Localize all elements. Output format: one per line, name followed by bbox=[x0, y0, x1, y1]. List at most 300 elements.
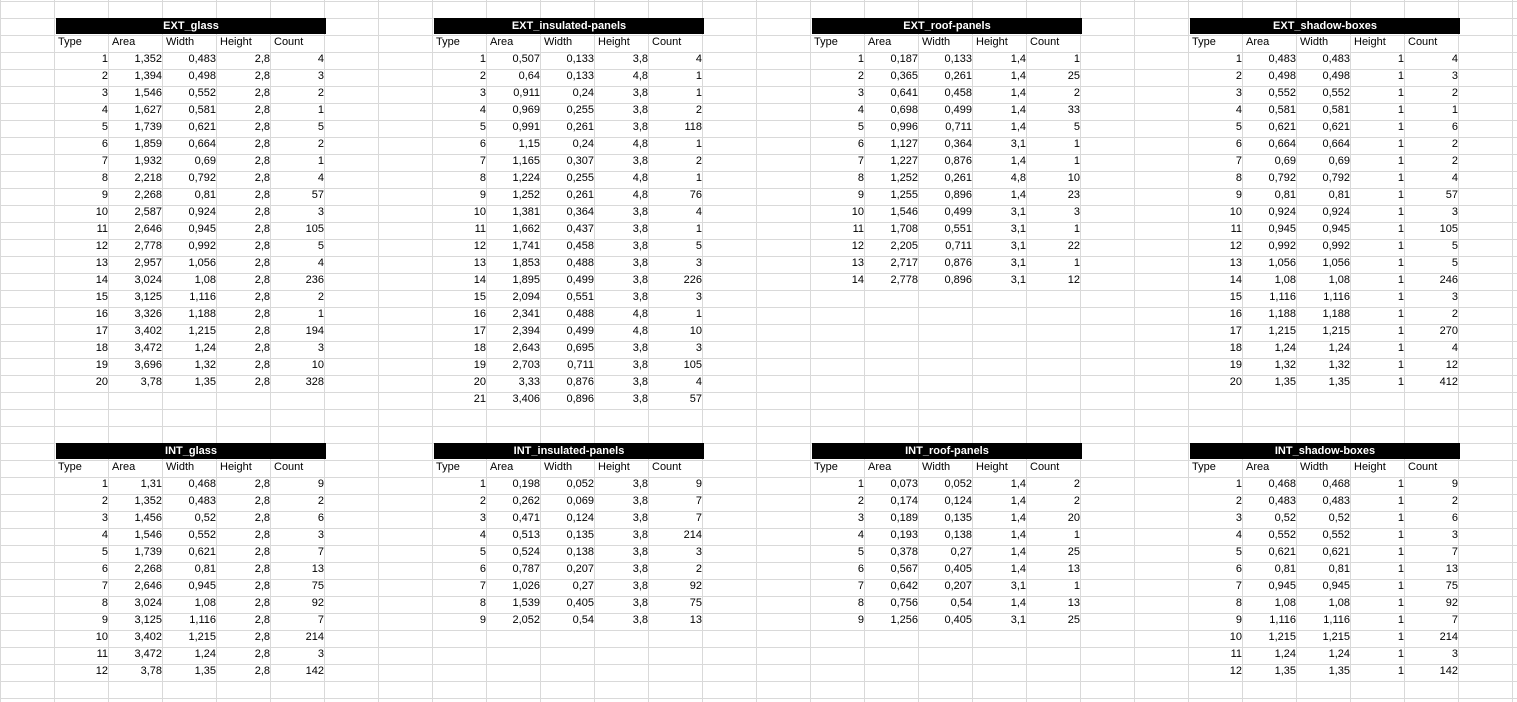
cell-count[interactable]: 2 bbox=[1073, 478, 1080, 490]
cell-count[interactable]: 7 bbox=[1451, 546, 1458, 558]
cell-height[interactable]: 2,8 bbox=[254, 580, 270, 592]
cell-width[interactable]: 0,499 bbox=[944, 206, 972, 218]
cell-height[interactable]: 1 bbox=[1397, 665, 1404, 677]
cell-type[interactable]: 11 bbox=[96, 648, 108, 660]
column-header-height[interactable]: Height bbox=[598, 36, 630, 48]
cell-width[interactable]: 0,551 bbox=[944, 223, 972, 235]
cell-area[interactable]: 2,268 bbox=[134, 189, 162, 201]
cell-type[interactable]: 16 bbox=[95, 308, 108, 320]
cell-height[interactable]: 1,4 bbox=[1010, 53, 1026, 65]
cell-area[interactable]: 2,778 bbox=[890, 274, 918, 286]
cell-count[interactable]: 20 bbox=[1067, 512, 1080, 524]
cell-type[interactable]: 1 bbox=[479, 53, 486, 65]
cell-height[interactable]: 2,8 bbox=[254, 155, 270, 167]
cell-type[interactable]: 9 bbox=[101, 614, 108, 626]
column-header-width[interactable]: Width bbox=[166, 461, 195, 473]
cell-width[interactable]: 0,069 bbox=[566, 495, 594, 507]
cell-type[interactable]: 20 bbox=[1229, 376, 1242, 388]
cell-width[interactable]: 1,08 bbox=[194, 274, 216, 286]
cell-type[interactable]: 19 bbox=[473, 359, 486, 371]
column-header-width[interactable]: Width bbox=[166, 36, 195, 48]
cell-height[interactable]: 2,8 bbox=[254, 563, 270, 575]
cell-type[interactable]: 8 bbox=[101, 172, 108, 184]
cell-type[interactable]: 13 bbox=[1229, 257, 1242, 269]
cell-area[interactable]: 1,739 bbox=[134, 121, 162, 133]
cell-count[interactable]: 4 bbox=[317, 172, 324, 184]
cell-height[interactable]: 1 bbox=[1397, 563, 1404, 575]
cell-count[interactable]: 3 bbox=[1451, 529, 1458, 541]
cell-count[interactable]: 1 bbox=[1073, 580, 1080, 592]
cell-area[interactable]: 1,31 bbox=[140, 478, 162, 490]
cell-count[interactable]: 226 bbox=[683, 274, 702, 286]
cell-width[interactable]: 0,133 bbox=[566, 70, 594, 82]
cell-width[interactable]: 0,945 bbox=[1322, 580, 1350, 592]
cell-width[interactable]: 0,135 bbox=[566, 529, 594, 541]
column-header-width[interactable]: Width bbox=[1300, 36, 1329, 48]
cell-count[interactable]: 7 bbox=[1451, 614, 1458, 626]
cell-width[interactable]: 0,052 bbox=[566, 478, 594, 490]
cell-area[interactable]: 2,094 bbox=[512, 291, 540, 303]
cell-count[interactable]: 10 bbox=[689, 325, 702, 337]
cell-width[interactable]: 0,405 bbox=[944, 563, 972, 575]
cell-count[interactable]: 25 bbox=[1067, 546, 1080, 558]
column-header-width[interactable]: Width bbox=[544, 461, 573, 473]
cell-type[interactable]: 7 bbox=[479, 580, 486, 592]
cell-height[interactable]: 2,8 bbox=[254, 648, 270, 660]
cell-width[interactable]: 0,468 bbox=[1322, 478, 1350, 490]
cell-height[interactable]: 1 bbox=[1397, 53, 1404, 65]
cell-type[interactable]: 4 bbox=[101, 529, 108, 541]
cell-area[interactable]: 0,945 bbox=[1268, 223, 1296, 235]
cell-width[interactable]: 0,405 bbox=[944, 614, 972, 626]
cell-type[interactable]: 2 bbox=[857, 495, 864, 507]
cell-count[interactable]: 2 bbox=[1451, 138, 1458, 150]
cell-height[interactable]: 2,8 bbox=[254, 121, 270, 133]
cell-type[interactable]: 6 bbox=[857, 138, 864, 150]
cell-width[interactable]: 0,711 bbox=[945, 240, 972, 252]
cell-area[interactable]: 0,507 bbox=[512, 53, 540, 65]
cell-height[interactable]: 4,8 bbox=[632, 189, 648, 201]
cell-type[interactable]: 10 bbox=[1229, 206, 1242, 218]
cell-area[interactable]: 2,643 bbox=[512, 342, 540, 354]
cell-area[interactable]: 3,402 bbox=[134, 631, 162, 643]
cell-height[interactable]: 2,8 bbox=[254, 614, 270, 626]
cell-width[interactable]: 1,24 bbox=[1328, 342, 1350, 354]
table-title[interactable]: INT_glass bbox=[56, 443, 326, 459]
cell-width[interactable]: 1,188 bbox=[188, 308, 216, 320]
cell-width[interactable]: 1,215 bbox=[188, 631, 216, 643]
cell-width[interactable]: 0,54 bbox=[572, 614, 594, 626]
cell-width[interactable]: 0,711 bbox=[567, 359, 594, 371]
cell-type[interactable]: 3 bbox=[1235, 87, 1242, 99]
cell-count[interactable]: 5 bbox=[1073, 121, 1080, 133]
cell-width[interactable]: 0,138 bbox=[566, 546, 594, 558]
cell-type[interactable]: 13 bbox=[95, 257, 108, 269]
cell-height[interactable]: 3,8 bbox=[632, 206, 648, 218]
cell-height[interactable]: 3,8 bbox=[632, 274, 648, 286]
cell-width[interactable]: 0,664 bbox=[1322, 138, 1350, 150]
cell-height[interactable]: 1 bbox=[1397, 614, 1404, 626]
cell-width[interactable]: 0,896 bbox=[944, 189, 972, 201]
cell-count[interactable]: 2 bbox=[695, 563, 702, 575]
cell-type[interactable]: 5 bbox=[479, 546, 486, 558]
cell-width[interactable]: 0,133 bbox=[944, 53, 972, 65]
cell-width[interactable]: 1,35 bbox=[194, 665, 216, 677]
cell-area[interactable]: 1,252 bbox=[890, 172, 918, 184]
cell-area[interactable]: 0,664 bbox=[1268, 138, 1296, 150]
cell-width[interactable]: 1,24 bbox=[194, 648, 216, 660]
cell-count[interactable]: 12 bbox=[1067, 274, 1080, 286]
cell-height[interactable]: 1 bbox=[1397, 631, 1404, 643]
cell-area[interactable]: 0,621 bbox=[1268, 121, 1296, 133]
cell-height[interactable]: 3,8 bbox=[632, 512, 648, 524]
cell-height[interactable]: 2,8 bbox=[254, 257, 270, 269]
cell-type[interactable]: 14 bbox=[95, 274, 108, 286]
cell-area[interactable]: 0,513 bbox=[512, 529, 540, 541]
column-header-width[interactable]: Width bbox=[922, 36, 951, 48]
cell-area[interactable]: 1,255 bbox=[890, 189, 918, 201]
cell-area[interactable]: 1,127 bbox=[890, 138, 918, 150]
cell-height[interactable]: 1 bbox=[1397, 359, 1404, 371]
cell-height[interactable]: 1,4 bbox=[1010, 512, 1026, 524]
table-title[interactable]: INT_insulated-panels bbox=[434, 443, 704, 459]
cell-type[interactable]: 4 bbox=[857, 529, 864, 541]
cell-height[interactable]: 3,8 bbox=[632, 342, 648, 354]
cell-width[interactable]: 1,35 bbox=[1328, 665, 1350, 677]
cell-height[interactable]: 1 bbox=[1397, 121, 1404, 133]
cell-height[interactable]: 1 bbox=[1397, 580, 1404, 592]
cell-count[interactable]: 5 bbox=[695, 240, 702, 252]
table-title[interactable]: EXT_insulated-panels bbox=[434, 18, 704, 34]
cell-width[interactable]: 1,215 bbox=[1322, 631, 1350, 643]
cell-height[interactable]: 1 bbox=[1397, 495, 1404, 507]
cell-count[interactable]: 9 bbox=[317, 478, 324, 490]
cell-count[interactable]: 1 bbox=[317, 308, 324, 320]
cell-type[interactable]: 9 bbox=[479, 189, 486, 201]
cell-height[interactable]: 4,8 bbox=[632, 325, 648, 337]
cell-height[interactable]: 2,8 bbox=[254, 291, 270, 303]
cell-width[interactable]: 1,24 bbox=[194, 342, 216, 354]
cell-width[interactable]: 0,261 bbox=[566, 121, 594, 133]
cell-count[interactable]: 2 bbox=[695, 104, 702, 116]
cell-width[interactable]: 1,32 bbox=[194, 359, 216, 371]
cell-height[interactable]: 1 bbox=[1397, 155, 1404, 167]
cell-count[interactable]: 92 bbox=[689, 580, 702, 592]
cell-type[interactable]: 7 bbox=[1235, 155, 1242, 167]
cell-area[interactable]: 0,81 bbox=[1274, 563, 1296, 575]
cell-width[interactable]: 0,54 bbox=[950, 597, 972, 609]
cell-area[interactable]: 0,524 bbox=[512, 546, 540, 558]
cell-type[interactable]: 18 bbox=[95, 342, 108, 354]
cell-width[interactable]: 0,24 bbox=[572, 138, 594, 150]
column-header-type[interactable]: Type bbox=[58, 461, 82, 473]
cell-type[interactable]: 5 bbox=[857, 546, 864, 558]
column-header-width[interactable]: Width bbox=[544, 36, 573, 48]
cell-count[interactable]: 2 bbox=[317, 291, 324, 303]
cell-width[interactable]: 0,581 bbox=[188, 104, 216, 116]
cell-type[interactable]: 11 bbox=[474, 223, 486, 235]
cell-height[interactable]: 3,8 bbox=[632, 393, 648, 405]
cell-area[interactable]: 1,627 bbox=[134, 104, 162, 116]
cell-width[interactable]: 0,499 bbox=[566, 325, 594, 337]
cell-type[interactable]: 9 bbox=[1235, 189, 1242, 201]
column-header-type[interactable]: Type bbox=[436, 36, 460, 48]
cell-width[interactable]: 1,35 bbox=[194, 376, 216, 388]
cell-count[interactable]: 1 bbox=[1073, 138, 1080, 150]
cell-count[interactable]: 75 bbox=[689, 597, 702, 609]
cell-area[interactable]: 2,717 bbox=[890, 257, 918, 269]
cell-type[interactable]: 3 bbox=[1235, 512, 1242, 524]
cell-height[interactable]: 3,8 bbox=[632, 87, 648, 99]
cell-count[interactable]: 1 bbox=[695, 70, 702, 82]
cell-count[interactable]: 3 bbox=[317, 206, 324, 218]
cell-count[interactable]: 3 bbox=[695, 342, 702, 354]
cell-width[interactable]: 1,24 bbox=[1328, 648, 1350, 660]
cell-height[interactable]: 2,8 bbox=[254, 308, 270, 320]
cell-width[interactable]: 0,924 bbox=[1322, 206, 1350, 218]
cell-area[interactable]: 0,567 bbox=[890, 563, 918, 575]
cell-width[interactable]: 0,207 bbox=[566, 563, 594, 575]
cell-height[interactable]: 1,4 bbox=[1010, 563, 1026, 575]
cell-type[interactable]: 8 bbox=[1235, 597, 1242, 609]
cell-height[interactable]: 1 bbox=[1397, 223, 1404, 235]
cell-height[interactable]: 2,8 bbox=[254, 546, 270, 558]
cell-width[interactable]: 0,81 bbox=[194, 189, 216, 201]
cell-area[interactable]: 0,52 bbox=[1274, 512, 1296, 524]
column-header-area[interactable]: Area bbox=[490, 36, 514, 48]
column-header-area[interactable]: Area bbox=[490, 461, 514, 473]
cell-height[interactable]: 1 bbox=[1397, 240, 1404, 252]
cell-count[interactable]: 2 bbox=[1451, 155, 1458, 167]
cell-area[interactable]: 1,188 bbox=[1268, 308, 1296, 320]
cell-type[interactable]: 13 bbox=[851, 257, 864, 269]
cell-height[interactable]: 2,8 bbox=[254, 495, 270, 507]
cell-type[interactable]: 12 bbox=[95, 240, 108, 252]
column-header-count[interactable]: Count bbox=[652, 36, 682, 48]
cell-type[interactable]: 9 bbox=[479, 614, 486, 626]
cell-type[interactable]: 6 bbox=[479, 138, 486, 150]
cell-count[interactable]: 2 bbox=[317, 138, 324, 150]
cell-height[interactable]: 3,8 bbox=[632, 104, 648, 116]
cell-area[interactable]: 2,268 bbox=[134, 563, 162, 575]
cell-width[interactable]: 0,261 bbox=[944, 172, 972, 184]
cell-area[interactable]: 1,08 bbox=[1274, 274, 1296, 286]
cell-count[interactable]: 412 bbox=[1439, 376, 1458, 388]
cell-width[interactable]: 0,468 bbox=[188, 478, 216, 490]
cell-type[interactable]: 5 bbox=[479, 121, 486, 133]
cell-height[interactable]: 2,8 bbox=[254, 189, 270, 201]
cell-height[interactable]: 2,8 bbox=[254, 597, 270, 609]
cell-area[interactable]: 1,215 bbox=[1268, 631, 1296, 643]
cell-area[interactable]: 3,406 bbox=[512, 393, 540, 405]
cell-width[interactable]: 0,581 bbox=[1322, 104, 1350, 116]
cell-height[interactable]: 3,1 bbox=[1010, 138, 1026, 150]
cell-type[interactable]: 3 bbox=[857, 512, 864, 524]
cell-width[interactable]: 0,135 bbox=[944, 512, 972, 524]
cell-width[interactable]: 1,215 bbox=[1322, 325, 1350, 337]
cell-height[interactable]: 2,8 bbox=[254, 87, 270, 99]
cell-type[interactable]: 11 bbox=[852, 223, 864, 235]
cell-height[interactable]: 3,8 bbox=[632, 580, 648, 592]
cell-count[interactable]: 214 bbox=[1439, 631, 1458, 643]
cell-width[interactable]: 0,499 bbox=[944, 104, 972, 116]
column-header-type[interactable]: Type bbox=[1192, 36, 1216, 48]
cell-count[interactable]: 6 bbox=[1451, 512, 1458, 524]
cell-count[interactable]: 13 bbox=[1067, 563, 1080, 575]
cell-height[interactable]: 4,8 bbox=[632, 138, 648, 150]
cell-area[interactable]: 1,739 bbox=[134, 546, 162, 558]
cell-height[interactable]: 3,8 bbox=[632, 563, 648, 575]
cell-height[interactable]: 2,8 bbox=[254, 529, 270, 541]
cell-area[interactable]: 1,546 bbox=[134, 87, 162, 99]
cell-type[interactable]: 5 bbox=[101, 546, 108, 558]
cell-width[interactable]: 0,876 bbox=[566, 376, 594, 388]
cell-area[interactable]: 1,08 bbox=[1274, 597, 1296, 609]
cell-count[interactable]: 4 bbox=[317, 257, 324, 269]
cell-area[interactable]: 2,703 bbox=[512, 359, 540, 371]
cell-type[interactable]: 13 bbox=[473, 257, 486, 269]
cell-area[interactable]: 1,381 bbox=[512, 206, 540, 218]
cell-width[interactable]: 0,621 bbox=[1322, 121, 1350, 133]
cell-count[interactable]: 2 bbox=[1451, 87, 1458, 99]
cell-count[interactable]: 1 bbox=[695, 223, 702, 235]
cell-type[interactable]: 10 bbox=[95, 206, 108, 218]
cell-width[interactable]: 1,188 bbox=[1322, 308, 1350, 320]
cell-width[interactable]: 0,945 bbox=[188, 223, 216, 235]
cell-area[interactable]: 3,78 bbox=[140, 665, 162, 677]
cell-area[interactable]: 0,174 bbox=[890, 495, 918, 507]
cell-width[interactable]: 0,405 bbox=[566, 597, 594, 609]
cell-area[interactable]: 0,471 bbox=[512, 512, 540, 524]
cell-area[interactable]: 0,996 bbox=[890, 121, 918, 133]
cell-type[interactable]: 2 bbox=[101, 70, 108, 82]
cell-height[interactable]: 3,8 bbox=[632, 359, 648, 371]
cell-height[interactable]: 1,4 bbox=[1010, 546, 1026, 558]
cell-area[interactable]: 2,218 bbox=[134, 172, 162, 184]
column-header-height[interactable]: Height bbox=[220, 36, 252, 48]
cell-type[interactable]: 4 bbox=[101, 104, 108, 116]
cell-height[interactable]: 1,4 bbox=[1010, 87, 1026, 99]
cell-type[interactable]: 21 bbox=[473, 393, 486, 405]
column-header-width[interactable]: Width bbox=[922, 461, 951, 473]
cell-area[interactable]: 1,24 bbox=[1274, 648, 1296, 660]
cell-width[interactable]: 0,664 bbox=[188, 138, 216, 150]
cell-type[interactable]: 1 bbox=[479, 478, 486, 490]
cell-count[interactable]: 118 bbox=[684, 121, 702, 133]
cell-height[interactable]: 2,8 bbox=[254, 359, 270, 371]
cell-area[interactable]: 2,341 bbox=[512, 308, 540, 320]
cell-count[interactable]: 6 bbox=[1451, 121, 1458, 133]
cell-height[interactable]: 4,8 bbox=[632, 172, 648, 184]
cell-count[interactable]: 4 bbox=[695, 376, 702, 388]
cell-count[interactable]: 3 bbox=[1073, 206, 1080, 218]
cell-count[interactable]: 328 bbox=[305, 376, 324, 388]
cell-height[interactable]: 1 bbox=[1397, 257, 1404, 269]
cell-width[interactable]: 0,876 bbox=[944, 257, 972, 269]
cell-width[interactable]: 0,552 bbox=[188, 87, 216, 99]
cell-area[interactable]: 1,215 bbox=[1268, 325, 1296, 337]
cell-width[interactable]: 0,876 bbox=[944, 155, 972, 167]
cell-count[interactable]: 7 bbox=[317, 546, 324, 558]
cell-width[interactable]: 0,483 bbox=[1322, 53, 1350, 65]
cell-count[interactable]: 105 bbox=[683, 359, 702, 371]
cell-type[interactable]: 15 bbox=[1229, 291, 1242, 303]
cell-area[interactable]: 0,378 bbox=[890, 546, 918, 558]
cell-area[interactable]: 1,895 bbox=[512, 274, 540, 286]
cell-count[interactable]: 75 bbox=[1445, 580, 1458, 592]
cell-count[interactable]: 3 bbox=[1451, 291, 1458, 303]
cell-type[interactable]: 3 bbox=[479, 512, 486, 524]
cell-area[interactable]: 0,64 bbox=[518, 70, 540, 82]
cell-width[interactable]: 0,261 bbox=[566, 189, 594, 201]
cell-height[interactable]: 1,4 bbox=[1010, 70, 1026, 82]
cell-count[interactable]: 3 bbox=[1451, 206, 1458, 218]
cell-height[interactable]: 1,4 bbox=[1010, 478, 1026, 490]
cell-width[interactable]: 0,52 bbox=[194, 512, 216, 524]
cell-area[interactable]: 1,24 bbox=[1274, 342, 1296, 354]
cell-area[interactable]: 1,224 bbox=[512, 172, 540, 184]
cell-count[interactable]: 1 bbox=[1073, 257, 1080, 269]
cell-count[interactable]: 105 bbox=[1439, 223, 1458, 235]
cell-width[interactable]: 0,27 bbox=[950, 546, 972, 558]
cell-area[interactable]: 2,957 bbox=[134, 257, 162, 269]
cell-area[interactable]: 0,911 bbox=[513, 87, 540, 99]
cell-height[interactable]: 3,8 bbox=[632, 376, 648, 388]
cell-height[interactable]: 3,1 bbox=[1010, 257, 1026, 269]
cell-count[interactable]: 1 bbox=[1073, 529, 1080, 541]
cell-area[interactable]: 0,641 bbox=[890, 87, 918, 99]
cell-count[interactable]: 1 bbox=[317, 104, 324, 116]
cell-type[interactable]: 6 bbox=[101, 138, 108, 150]
cell-count[interactable]: 2 bbox=[1451, 308, 1458, 320]
cell-area[interactable]: 1,227 bbox=[890, 155, 918, 167]
cell-width[interactable]: 0,488 bbox=[566, 257, 594, 269]
cell-count[interactable]: 76 bbox=[689, 189, 702, 201]
cell-count[interactable]: 12 bbox=[1445, 359, 1458, 371]
cell-height[interactable]: 1 bbox=[1397, 172, 1404, 184]
cell-count[interactable]: 214 bbox=[683, 529, 702, 541]
cell-height[interactable]: 3,8 bbox=[632, 597, 648, 609]
cell-area[interactable]: 0,193 bbox=[890, 529, 918, 541]
cell-type[interactable]: 12 bbox=[1229, 665, 1242, 677]
cell-type[interactable]: 5 bbox=[857, 121, 864, 133]
cell-type[interactable]: 20 bbox=[95, 376, 108, 388]
cell-height[interactable]: 2,8 bbox=[254, 104, 270, 116]
cell-area[interactable]: 1,456 bbox=[134, 512, 162, 524]
cell-width[interactable]: 0,27 bbox=[572, 580, 594, 592]
cell-area[interactable]: 1,256 bbox=[890, 614, 918, 626]
cell-width[interactable]: 1,08 bbox=[1328, 274, 1350, 286]
cell-count[interactable]: 5 bbox=[1451, 240, 1458, 252]
cell-type[interactable]: 8 bbox=[479, 172, 486, 184]
cell-width[interactable]: 1,08 bbox=[1328, 597, 1350, 609]
cell-count[interactable]: 2 bbox=[1073, 87, 1080, 99]
cell-type[interactable]: 18 bbox=[1229, 342, 1242, 354]
cell-area[interactable]: 0,792 bbox=[1268, 172, 1296, 184]
cell-height[interactable]: 1 bbox=[1397, 138, 1404, 150]
cell-area[interactable]: 1,32 bbox=[1274, 359, 1296, 371]
cell-area[interactable]: 0,468 bbox=[1268, 478, 1296, 490]
cell-type[interactable]: 4 bbox=[857, 104, 864, 116]
cell-type[interactable]: 15 bbox=[473, 291, 486, 303]
cell-area[interactable]: 0,483 bbox=[1268, 53, 1296, 65]
cell-width[interactable]: 1,08 bbox=[194, 597, 216, 609]
cell-type[interactable]: 6 bbox=[1235, 563, 1242, 575]
cell-type[interactable]: 7 bbox=[101, 580, 108, 592]
cell-area[interactable]: 0,787 bbox=[512, 563, 540, 575]
cell-type[interactable]: 6 bbox=[857, 563, 864, 575]
cell-height[interactable]: 3,8 bbox=[632, 155, 648, 167]
